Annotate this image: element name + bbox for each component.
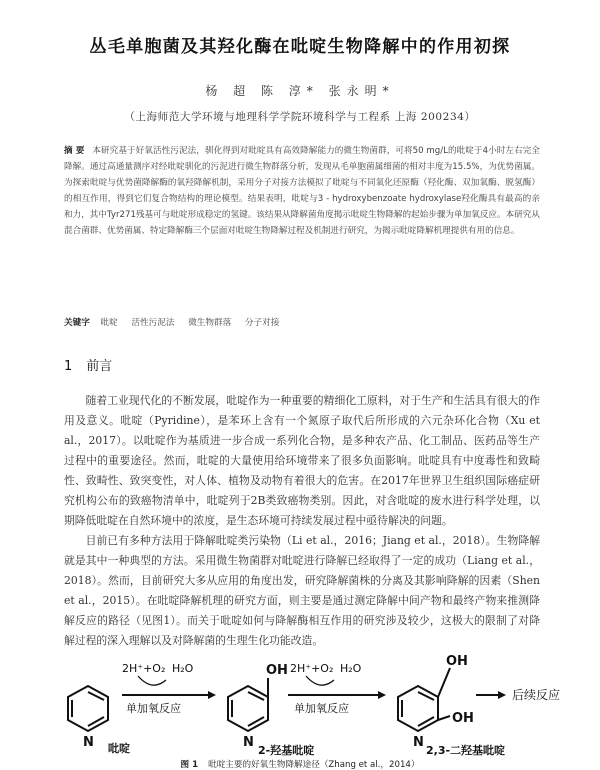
keyword: 分子对接 — [244, 318, 280, 328]
compound-name: 2-羟基吡啶 — [258, 744, 315, 757]
product-label: H₂O — [172, 662, 194, 675]
keyword: 吡啶 — [100, 318, 118, 328]
reaction-label: 单加氧反应 — [126, 702, 181, 715]
section-number: 1 — [64, 359, 73, 374]
paper-title: 丛毛单胞菌及其羟化酶在吡啶生物降解中的作用初探 — [89, 37, 511, 57]
abstract-text: 本研究基于好氧活性污泥法，驯化得到对吡啶具有高效降解能力的微生物菌群，可将50 mg/L的吡啶于4小时左右完全降解。通过高通量测序对经吡啶驯化的污泥进行微生物群落分析，发现从毛单胞菌属细菌的相对丰度为15.5%，为优势菌属。为探索吡啶与优势菌降解酶的氧羟降解机制，采用分子对接方法模拟了吡啶与不同氧化还原酶（羟化酶、双加氧酶、脱氢酶）的相互作用，得到它们复合物结构的理论模型。结果表明，吡啶与3 - hydroxybenzoate hydroxylase羟化酶具有最高的亲和力，其中Tyr271残基可与吡啶形成稳定的氢键。该结果从降解菌角度揭示吡啶生物降解的起始步骤为单加氧反应。本研究从混合菌群、优势菌属、特定降解酶三个层面对吡啶生物降解过程及机制进行研究，为揭示吡啶降解机理提供有用的信息。 — [64, 146, 540, 236]
section-heading — [64, 355, 112, 374]
paragraph: 随着工业现代化的不断发展，吡啶作为一种重要的精细化工原料，对于生产和生活具有很大的作用及意义。吡啶（Pyridine），是苯环上含有一个氮原子取代后所形成的六元杂环化合物（Xu et al.，2017）。以吡啶作为基质进一步合成一系列化合物，是多种农产品、化工制品、医药品等生产过程中的重要途径。然而，吡啶的大量使用给环境带来了很多负面影响。吡啶具有中度毒性和致畸性、致畸性、致突变性，对人体、植物及动物有着很大的危害。在2017年世界卫生组织国际癌症研究机构公布的致癌物清单中，吡啶列于2B类致癌物类别。因此，对含吡啶的废水进行科学处理，以期降低吡啶在自然环境中的浓度，是生态环境可持续发展过程中亟待解决的问题。 — [64, 394, 540, 527]
compound-name: 吡啶 — [108, 742, 130, 755]
next-step-label: 后续反应 — [512, 688, 561, 702]
authors: 杨 超 陈 淳* 张永明* — [205, 84, 395, 98]
caption-text: 吡啶主要的好氧生物降解途径（Zhang et al.，2014） — [208, 760, 420, 770]
caption-label: 图 1 — [180, 760, 199, 770]
affiliation: （上海师范大学环境与地理科学学院环境科学与工程系 上海 200234） — [124, 111, 476, 123]
reagent-label: 2H⁺+O₂ — [290, 662, 334, 675]
keywords — [64, 316, 540, 328]
n-atom-label: N — [243, 735, 254, 750]
abstract-label: 摘 要 — [64, 146, 85, 156]
reaction-label: 单加氧反应 — [294, 702, 349, 715]
compound-name: 2,3-二羟基吡啶 — [426, 744, 506, 757]
hydroxypyridine-structure — [228, 678, 268, 731]
figure-caption — [0, 758, 600, 770]
hydroxyl-label: OH — [452, 711, 474, 726]
hydroxyl-label: OH — [266, 663, 288, 678]
pathway-figure — [30, 650, 590, 760]
reagent-label: 2H⁺+O₂ — [122, 662, 166, 675]
dihydroxypyridine-structure — [398, 668, 450, 731]
hydroxyl-label: OH — [446, 654, 468, 669]
keyword: 活性污泥法 — [131, 318, 175, 328]
pyridine-structure — [68, 686, 108, 731]
section-title: 前言 — [86, 359, 113, 374]
abstract — [64, 144, 540, 239]
paragraph: 目前已有多种方法用于降解吡啶类污染物（Li et al.，2016；Jiang et al.，2018）。生物降解就是其中一种典型的方法。采用微生物菌群对吡啶进行降解已经取得了一定的成功（Liang et al.，2018）。然而，目前研究大多从应用的角度出发，研究降解菌株的分离及其影响降解的因素（Shen et al.，2015）。在吡啶降解机理的研究方面，则主要是通过测定降解中间产物和最终产物来推测降解反应的路径（见图1）。而关于吡啶如何与降解酶相互作用的研究涉及较少，这极大的限制了对降解过程的深入理解以及对降解菌的生理生化功能改造。 — [64, 534, 540, 647]
n-atom-label: N — [413, 735, 424, 750]
product-label: H₂O — [340, 662, 362, 675]
n-atom-label: N — [83, 735, 94, 750]
keyword: 微生物群落 — [188, 318, 232, 328]
keywords-label: 关键字 — [64, 318, 90, 328]
